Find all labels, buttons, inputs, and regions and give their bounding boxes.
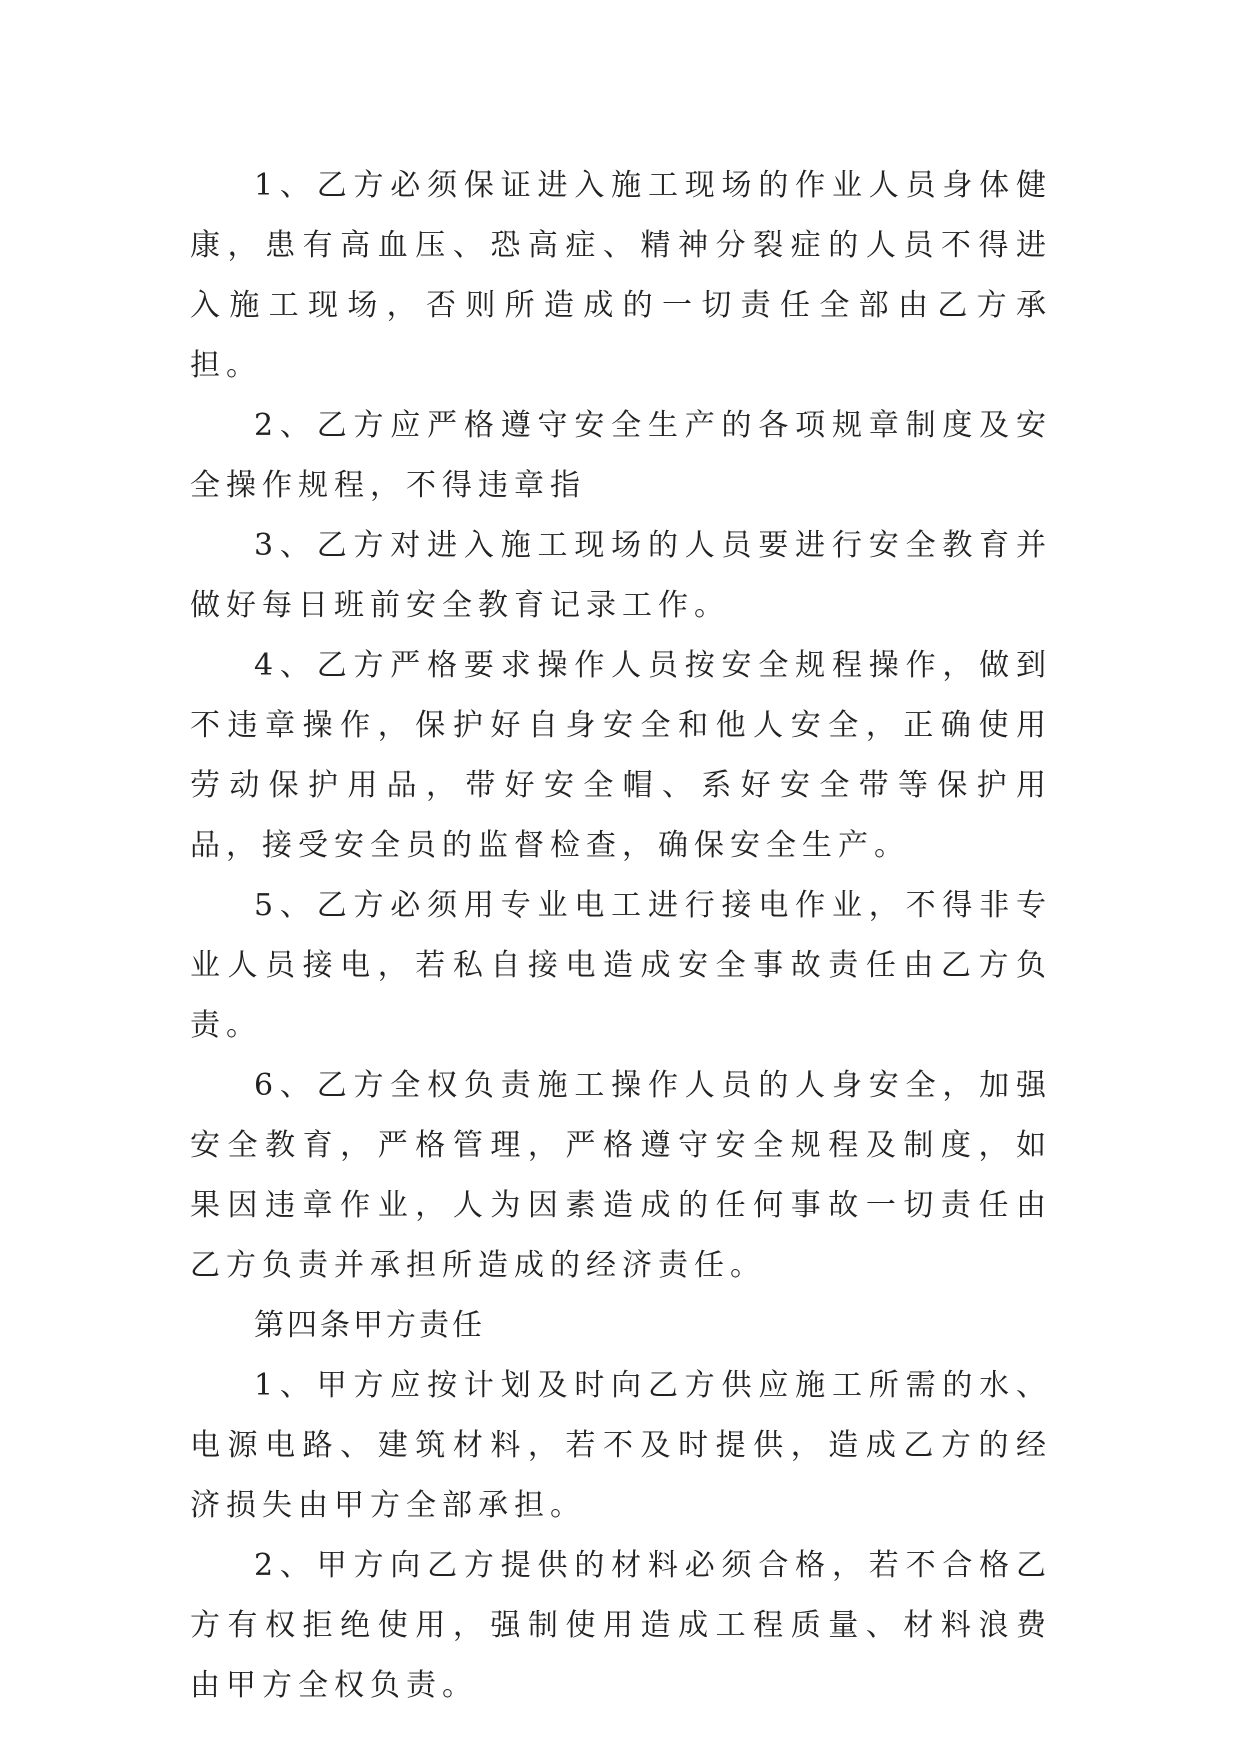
- document-body: [190, 156, 1052, 1716]
- section-heading: 第四条甲方责任: [254, 1308, 485, 1343]
- paragraph-clause-3: 3、乙方对进入施工现场的人员要进行安全教育并做好每日班前安全教育记录工作。: [190, 528, 1052, 623]
- paragraph-clause-2: 2、乙方应严格遵守安全生产的各项规章制度及安全操作规程，不得违章指: [190, 408, 1052, 503]
- paragraph-clause-5: 5、乙方必须用专业电工进行接电作业，不得非专业人员接电，若私自接电造成安全事故责任由乙方负责。: [190, 888, 1052, 1043]
- paragraph-clause-4: 4、乙方严格要求操作人员按安全规程操作，做到不违章操作，保护好自身安全和他人安全，正确使用劳动保护用品，带好安全帽、系好安全带等保护用品，接受安全员的监督检查，确保安全生产。: [190, 648, 1052, 863]
- paragraph-clause-1: 1、乙方必须保证进入施工现场的作业人员身体健康，患有高血压、恐高症、精神分裂症的人员不得进入施工现场，否则所造成的一切责任全部由乙方承担。: [190, 168, 1052, 383]
- paragraph-section-clause-2: 2、甲方向乙方提供的材料必须合格，若不合格乙方有权拒绝使用，强制使用造成工程质量、材料浪费由甲方全权负责。: [190, 1548, 1052, 1703]
- paragraph-clause-6: 6、乙方全权负责施工操作人员的人身安全，加强安全教育，严格管理，严格遵守安全规程及制度，如果因违章作业，人为因素造成的任何事故一切责任由乙方负责并承担所造成的经济责任。: [190, 1068, 1052, 1283]
- paragraph-section-clause-1: 1、甲方应按计划及时向乙方供应施工所需的水、电源电路、建筑材料，若不及时提供，造成乙方的经济损失由甲方全部承担。: [190, 1368, 1052, 1523]
